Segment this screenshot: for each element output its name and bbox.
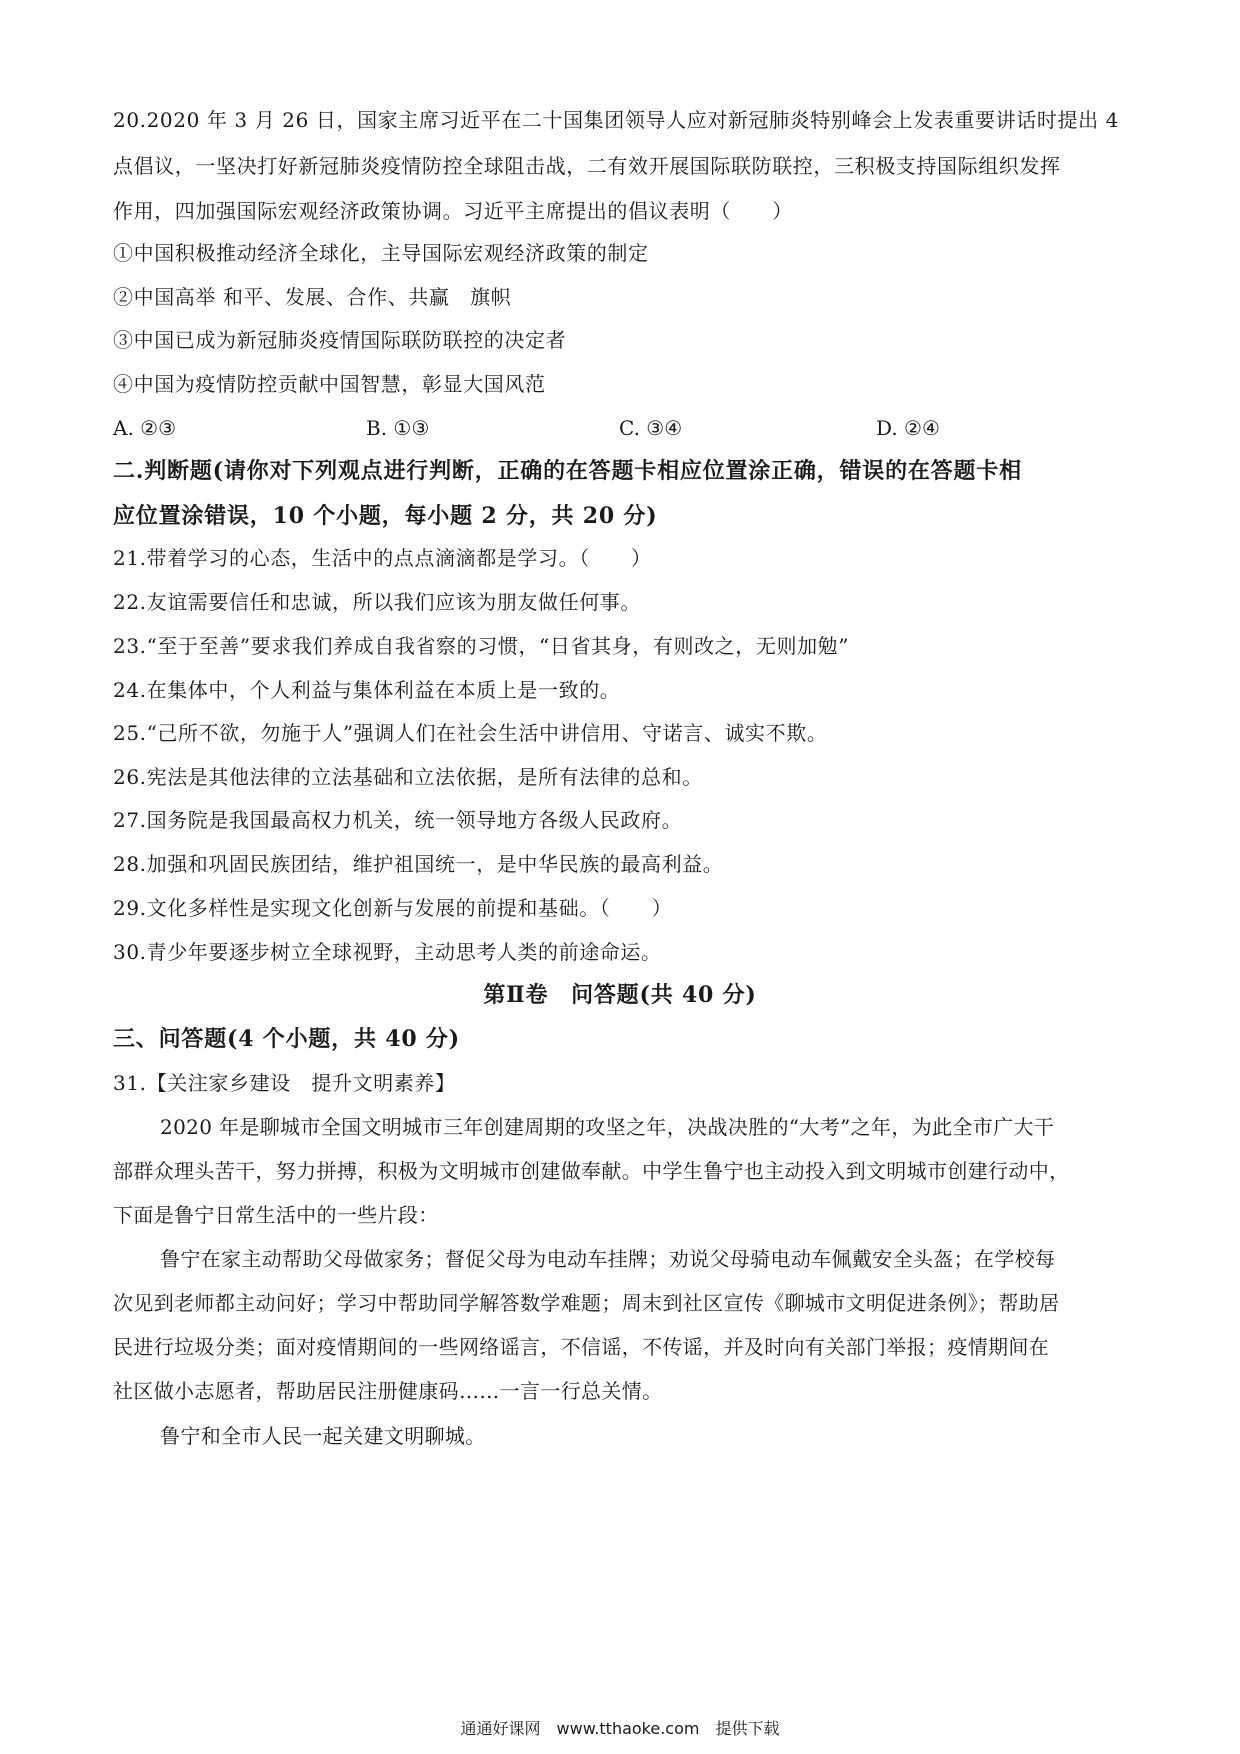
q20-statement-4: ④中国为疫情防控贡献中国智慧，彰显大国风范 [113,372,546,396]
q20-stem-line1: 20.2020 年 3 月 26 日，国家主席习近平在二十国集团领导人应对新冠肺炎特别峰会上发表重要讲话时提出 4 [113,108,1119,132]
q31-title: 31.【关注家乡建设 提升文明素养】 [113,1071,456,1095]
section2-heading-line2: 应位置涂错误，10 个小题，每小题 2 分，共 20 分) [113,503,658,529]
judgment-item-27: 27.国务院是我国最高权力机关，统一领导地方各级人民政府。 [113,808,683,832]
judgment-item-21: 21.带着学习的心态，生活中的点点滴滴都是学习。（ ） [113,546,652,570]
q31-para1-line2: 部群众理头苦干，努力拼搏，积极为文明城市创建做奉献。中学生鲁宁也主动投入到文明城市创建行动中， [113,1159,1070,1183]
q20-statement-3: ③中国已成为新冠肺炎疫情国际联防联控的决定者 [113,328,567,352]
q31-para2-line2: 次见到老师都主动问好；学习中帮助同学解答数学难题；周末到社区宣传《聊城市文明促进条例》；帮助居 [113,1291,1060,1315]
section2-heading-line1: 二.判断题(请你对下列观点进行判断，正确的在答题卡相应位置涂正确，错误的在答题卡相 [113,458,1022,484]
section3-heading: 三、问答题(4 个小题，共 40 分) [113,1026,460,1052]
judgment-item-28: 28.加强和巩固民族团结，维护祖国统一，是中华民族的最高利益。 [113,852,724,876]
q20-statement-2: ②中国高举 和平、发展、合作、共赢 旗帜 [113,285,512,309]
q20-stem-line2: 点倡议，一坚决打好新冠肺炎疫情防控全球阻击战，二有效开展国际联防联控，三积极支持国际组织发挥 [113,154,1061,178]
q20-option-c: C. ③④ [619,416,683,440]
q31-para1-line3: 下面是鲁宁日常生活中的一些片段： [113,1203,439,1227]
q31-para2-line4: 社区做小志愿者，帮助居民注册健康码……一言一行总关情。 [113,1379,663,1403]
judgment-item-25: 25.“己所不欲，勿施于人”强调人们在社会生活中讲信用、守诺言、诚实不欺。 [113,721,828,745]
q31-para1-line1: 2020 年是聊城市全国文明城市三年创建周期的攻坚之年，决战决胜的“大考”之年，为此全市广大干 [160,1115,1055,1139]
judgment-item-22: 22.友谊需要信任和忠诚，所以我们应该为朋友做任何事。 [113,590,642,614]
q20-option-d: D. ②④ [876,416,940,440]
judgment-item-23: 23.“至于至善”要求我们养成自我省察的习惯，“日省其身，有则改之，无则加勉” [113,634,850,658]
judgment-item-24: 24.在集体中，个人利益与集体利益在本质上是一致的。 [113,678,621,702]
judgment-item-26: 26.宪法是其他法律的立法基础和立法依据，是所有法律的总和。 [113,765,703,789]
q20-statement-1: ①中国积极推动经济全球化，主导国际宏观经济政策的制定 [113,241,649,265]
q31-para2-line3: 民进行垃圾分类；面对疫情期间的一些网络谣言，不信谣，不传谣，并及时向有关部门举报；疫情期间在 [113,1335,1050,1359]
page-footer: 通通好课网 www.tthaoke.com 提供下载 [460,1719,780,1738]
part2-title: 第Ⅱ卷 问答题(共 40 分) [483,982,757,1008]
q31-para2-line1: 鲁宁在家主动帮助父母做家务；督促父母为电动车挂牌；劝说父母骑电动车佩戴安全头盔；在学校每 [160,1247,1056,1271]
q20-option-a: A. ②③ [113,416,177,440]
q20-stem-line3: 作用，四加强国际宏观经济政策协调。习近平主席提出的倡议表明（ ） [113,199,793,223]
q20-option-b: B. ①③ [366,416,430,440]
judgment-item-30: 30.青少年要逐步树立全球视野，主动思考人类的前途命运。 [113,940,662,964]
judgment-item-29: 29.文化多样性是实现文化创新与发展的前提和基础。（ ） [113,896,673,920]
q31-para3: 鲁宁和全市人民一起关建文明聊城。 [160,1424,486,1448]
